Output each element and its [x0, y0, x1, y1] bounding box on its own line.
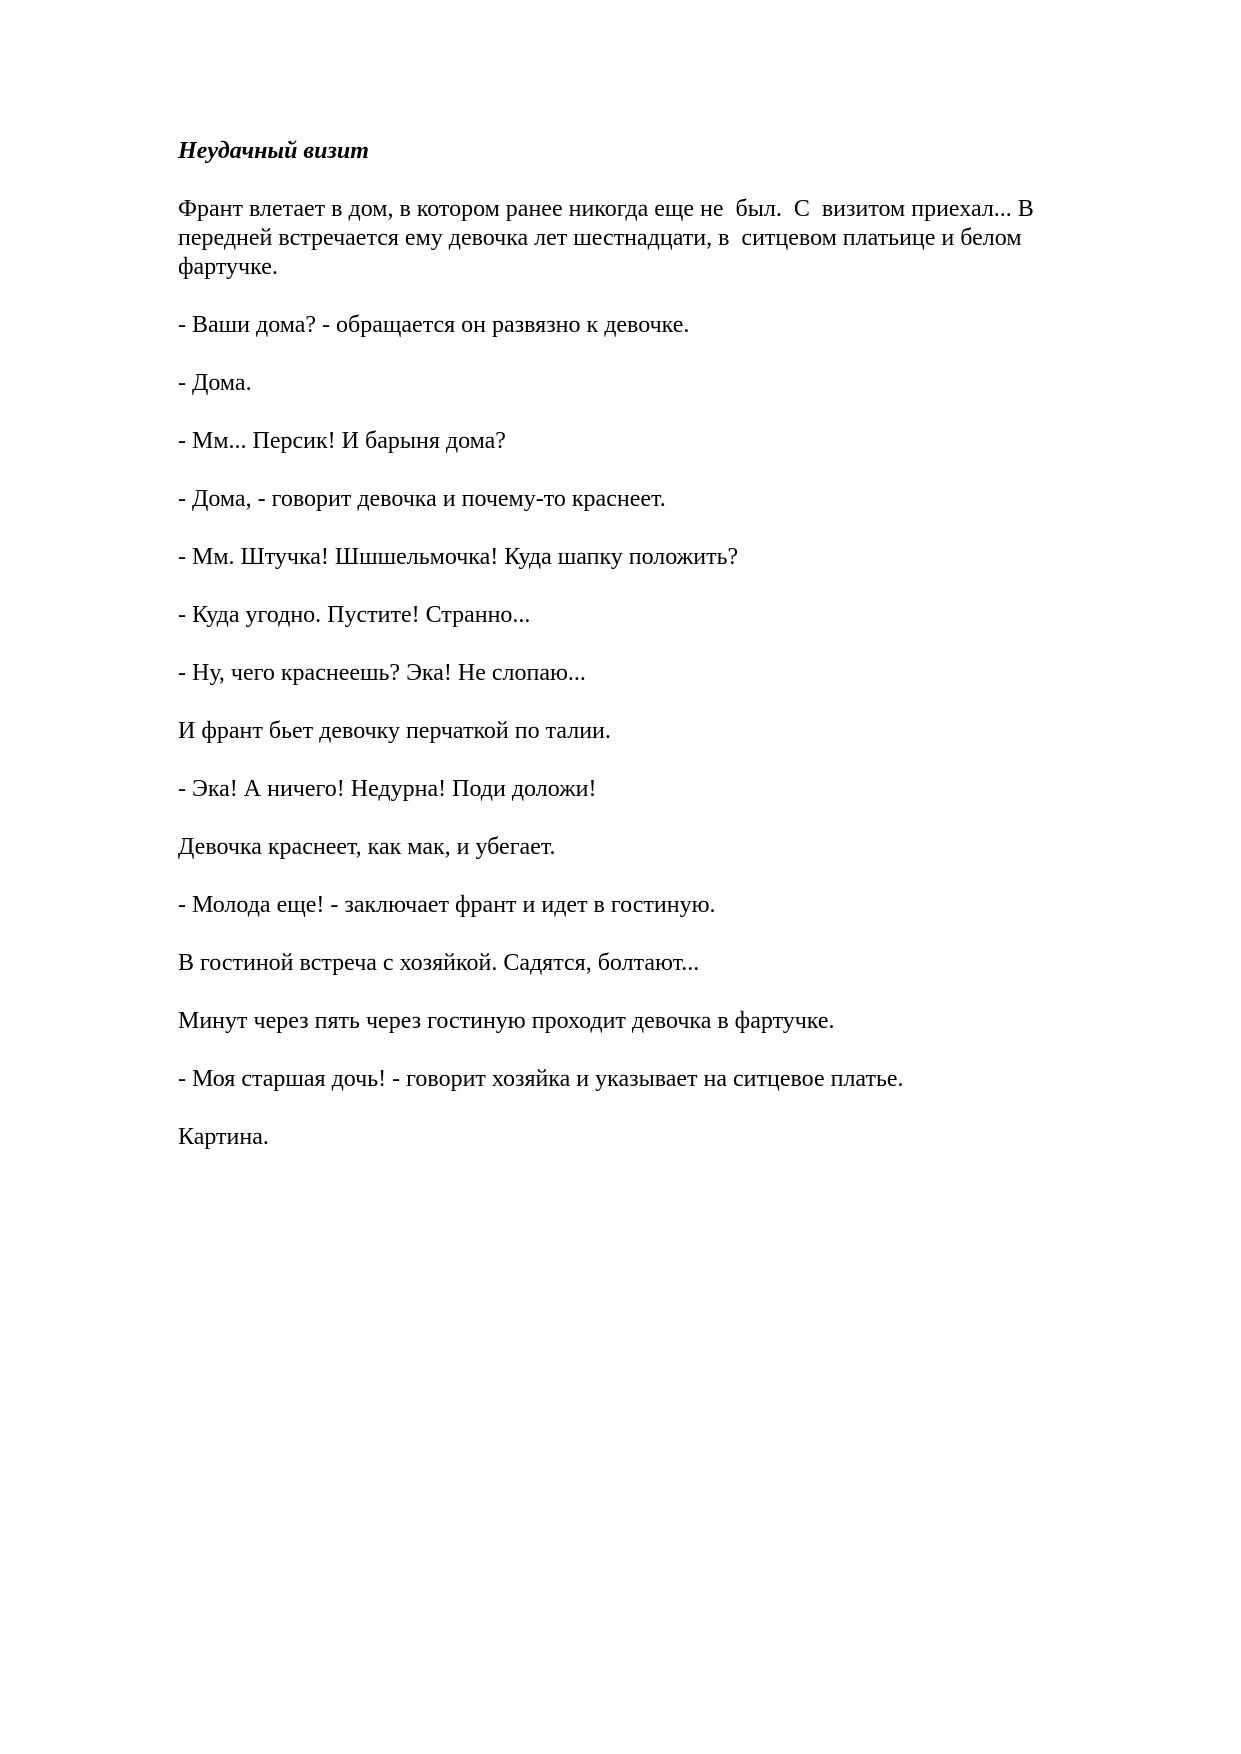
paragraph-dialogue-1: - Ваши дома? - обращается он развязно к девочке. — [178, 312, 690, 338]
paragraph-dialogue-5: - Мм. Штучка! Шшшельмочка! Куда шапку положить? — [178, 544, 739, 570]
paragraph-narration-4: Минут через пять через гостиную проходит девочка в фартучке. — [178, 1008, 835, 1034]
document-body — [178, 137, 1083, 1181]
paragraph-dialogue-4: - Дома, - говорит девочка и почему-то краснеет. — [178, 486, 666, 512]
paragraph-dialogue-7: - Ну, чего краснеешь? Эка! Не слопаю... — [178, 660, 586, 686]
paragraph-dialogue-3: - Мм... Персик! И барыня дома? — [178, 428, 506, 454]
paragraph-ending: Картина. — [178, 1124, 269, 1150]
paragraph-dialogue-2: - Дома. — [178, 370, 252, 396]
paragraph-narration-1: И франт бьет девочку перчаткой по талии. — [178, 718, 611, 744]
paragraph-dialogue-8: - Эка! А ничего! Недурна! Поди доложи! — [178, 776, 597, 802]
paragraph-dialogue-9: - Молода еще! - заключает франт и идет в гостиную. — [178, 892, 716, 918]
document-title: Неудачный визит — [178, 138, 369, 164]
paragraph-dialogue-6: - Куда угодно. Пустите! Странно... — [178, 602, 531, 628]
paragraph-intro: Франт влетает в дом, в котором ранее никогда еще не был. С визитом приехал... В передней встречается ему девочка лет шестнадцати, в ситцевом платьице и белом фартучке. — [178, 196, 1040, 280]
paragraph-narration-2: Девочка краснеет, как мак, и убегает. — [178, 834, 556, 860]
paragraph-dialogue-10: - Моя старшая дочь! - говорит хозяйка и указывает на ситцевое платье. — [178, 1066, 904, 1092]
paragraph-narration-3: В гостиной встреча с хозяйкой. Садятся, болтают... — [178, 950, 700, 976]
